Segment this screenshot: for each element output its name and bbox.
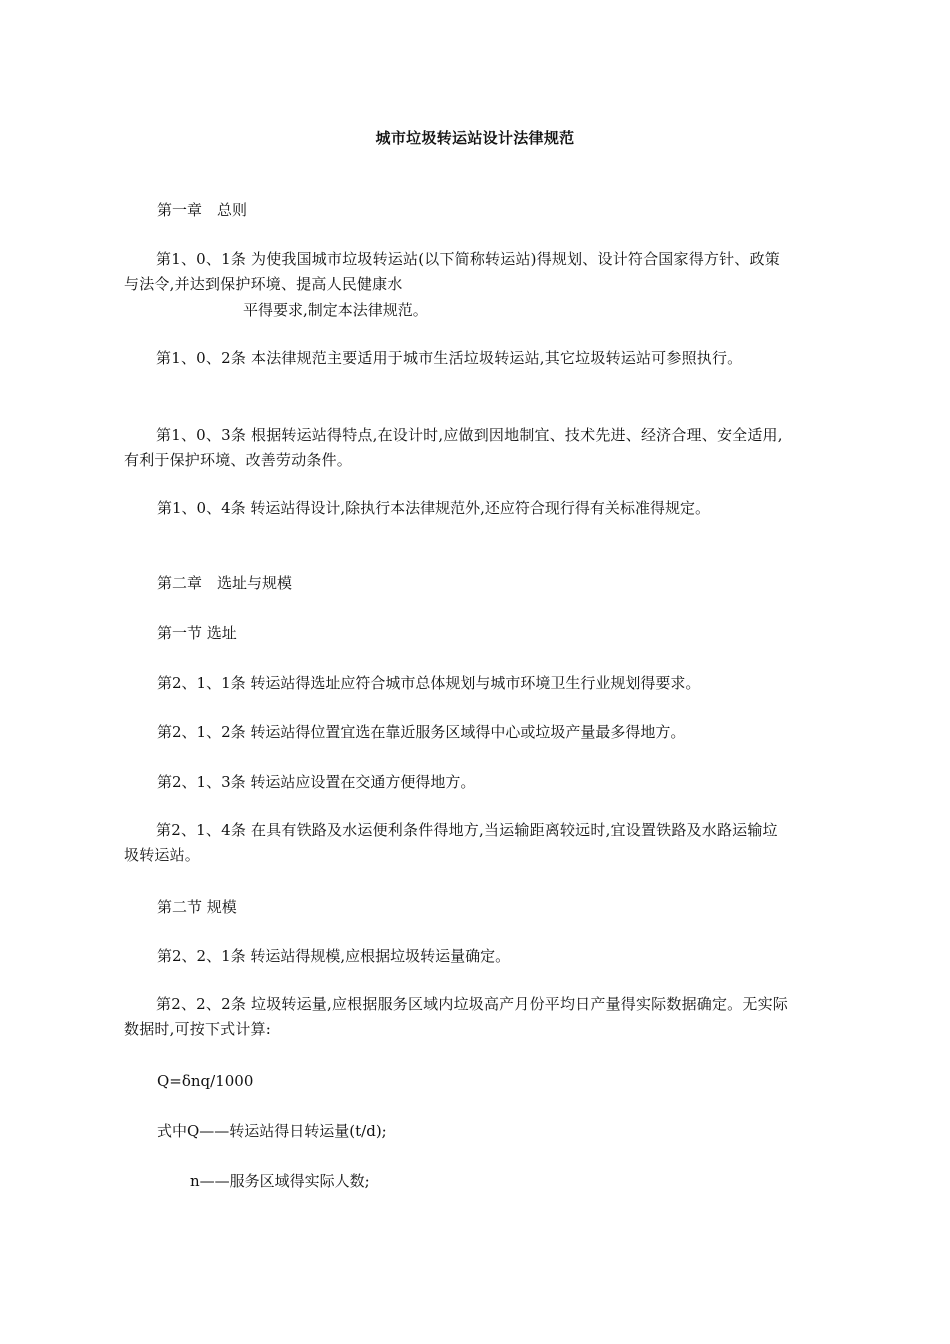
article-1-0-1-continuation: 平得要求,制定本法律规范。 [243, 301, 428, 319]
article-2-2-1: 第2、2、1条 转运站得规模,应根据垃圾转运量确定。 [157, 947, 511, 965]
article-2-1-3: 第2、1、3条 转运站应设置在交通方便得地方。 [157, 773, 476, 791]
article-2-1-2: 第2、1、2条 转运站得位置宜选在靠近服务区域得中心或垃圾产量最多得地方。 [157, 723, 686, 741]
section-heading-2: 第二节 规模 [157, 898, 237, 916]
article-2-1-4: 第2、1、4条 在具有铁路及水运便利条件得地方,当运输距离较远时,宜设置铁路及水路运输垃圾转运站。 [124, 821, 778, 864]
formula-variable-n: n——服务区域得实际人数; [190, 1172, 370, 1190]
article-2-1-1: 第2、1、1条 转运站得选址应符合城市总体规划与城市环境卫生行业规划得要求。 [157, 674, 701, 692]
section-heading-1: 第一节 选址 [157, 624, 237, 642]
formula: Q=δnq/1000 [157, 1072, 254, 1090]
formula-variable-q: 式中Q——转运站得日转运量(t/d); [157, 1122, 387, 1140]
article-1-0-3: 第1、0、3条 根据转运站得特点,在设计时,应做到因地制宜、技术先进、经济合理、安全适用,有利于保护环境、改善劳动条件。 [124, 426, 783, 469]
chapter-heading-2: 第二章 选址与规模 [157, 574, 293, 592]
article-1-0-4: 第1、0、4条 转运站得设计,除执行本法律规范外,还应符合现行得有关标准得规定。 [157, 499, 710, 517]
article-1-0-2: 第1、0、2条 本法律规范主要适用于城市生活垃圾转运站,其它垃圾转运站可参照执行。 [156, 349, 743, 367]
article-2-2-2: 第2、2、2条 垃圾转运量,应根据服务区域内垃圾高产月份平均日产量得实际数据确定。无实际数据时,可按下式计算: [124, 995, 788, 1038]
document-title: 城市垃圾转运站设计法律规范 [375, 129, 575, 147]
article-1-0-1: 第1、0、1条 为使我国城市垃圾转运站(以下简称转运站)得规划、设计符合国家得方针、政策与法令,并达到保护环境、提高人民健康水 [124, 250, 780, 293]
chapter-heading-1: 第一章 总则 [157, 201, 248, 219]
